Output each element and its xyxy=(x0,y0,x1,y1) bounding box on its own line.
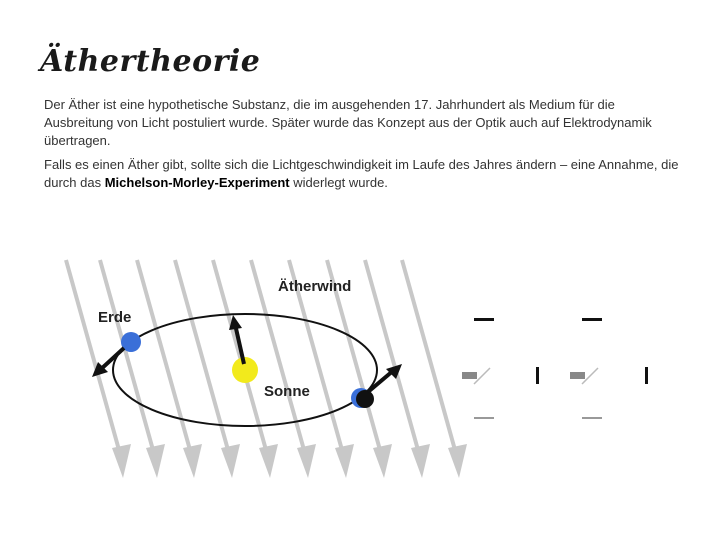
wind-arrow-head xyxy=(335,444,354,478)
paragraph-2-end: widerlegt wurde. xyxy=(289,175,388,190)
aether-diagram xyxy=(0,240,720,540)
paragraph-1: Der Äther ist eine hypothetische Substanz, die im ausgehenden 17. Jahrhundert als Medium für die Ausbreitung von Licht postuliert wurde. Später wurde das Konzept aus der Optik auch auf Elektrodynamik übertragen. xyxy=(44,97,652,148)
wind-arrow-head xyxy=(259,444,278,478)
paragraph-2-start: Falls es einen Äther gibt, sollte sich die Lichtgeschwindigkeit im Laufe des Jahres ändern – eine Annahme, die durch das xyxy=(44,157,679,190)
interferometer-left xyxy=(462,318,539,419)
michelson-morley-link-text: Michelson-Morley-Experiment xyxy=(104,175,290,190)
wind-streak xyxy=(66,260,119,450)
wind-arrow-head xyxy=(411,444,430,478)
wind-arrow-head xyxy=(297,444,316,478)
body-text xyxy=(44,96,684,198)
wind-arrow-head xyxy=(146,444,165,478)
earth-right-arrow xyxy=(368,370,394,392)
sun-label: Sonne xyxy=(264,383,310,400)
wind-arrow-head xyxy=(183,444,202,478)
aether-wind-streaks xyxy=(66,260,467,478)
earth-right-shadow xyxy=(356,390,374,408)
interferometer-right xyxy=(570,318,648,419)
wind-arrow-head xyxy=(448,444,467,478)
paragraph-2 xyxy=(44,156,684,192)
slide-title: Äthertheorie xyxy=(40,44,261,79)
earth-label: Erde xyxy=(98,309,132,326)
wind-arrow-head xyxy=(373,444,392,478)
wind-arrow-head xyxy=(112,444,131,478)
wind-arrow-head xyxy=(221,444,240,478)
aetherwind-label: Ätherwind xyxy=(278,278,352,295)
earth-left-arrow xyxy=(100,348,124,370)
